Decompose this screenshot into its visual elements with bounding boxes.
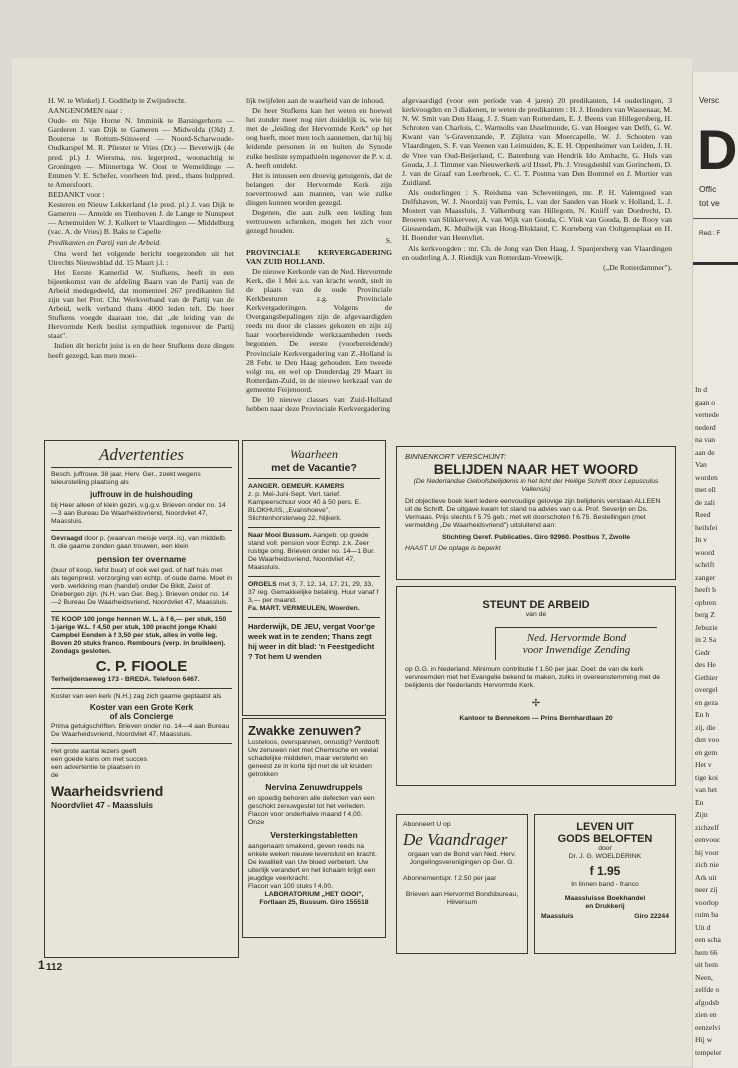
nervina-head: Nervina Zenuwdruppels <box>265 782 363 792</box>
side-line: Ark uit <box>695 872 717 882</box>
ad-divider <box>51 743 232 744</box>
side-line: Neen, <box>695 972 713 982</box>
ad2-intro: door p. (waarvan meisje verpl. is), van middelb. lt. die gaarne zonden gaan trouwen, een klein <box>51 535 227 550</box>
leven-door: door <box>598 845 612 852</box>
side-line: de zali <box>695 497 716 507</box>
side-top-text: Versc <box>699 96 720 105</box>
belijden-title: BELIJDEN NAAR HET WOORD <box>433 461 639 477</box>
side-line: zien en <box>695 1010 717 1019</box>
steunt-body: op G.G. in Nederland. Minimum contributie f 1.50 per jaar. Doel: de van de kerk vervreemden met het Evangelie bekend te maken, zulks in overeenstemming met de belijdenis der Nederlands Hervormde Kerk. <box>405 666 661 689</box>
leven-title-2: GODS BELOFTEN <box>557 833 653 845</box>
side-line: zanger <box>695 572 716 582</box>
bussum-head: Naar Mooi Bussum. <box>248 532 312 539</box>
leven-shop-1: Maassluisse Boekhandel <box>564 895 646 902</box>
col2-h1: PROVINCIALE KERVERGADERING VAN ZUID HOLLAND. <box>246 247 392 266</box>
ad5-name: Waarheidsvriend <box>51 783 164 799</box>
side-line: En <box>695 797 704 807</box>
article-column-2 <box>246 96 392 414</box>
col1-h1: AANGENOMEN naar : <box>48 106 123 116</box>
col1-p6: Indien dit bericht juist is en de heer Stufkens deze dingen heeft gezegd, kan men moei- <box>48 341 234 360</box>
harderwijk-ad: Harderwijk, DE JEU, vergat Voor'ge week wat in te zenden; Thans zegt hij weer in dit blad: 'n Feestgedicht ? Tot hem U wenden <box>248 622 376 661</box>
vaandrager-title: De Vaandrager <box>403 830 508 849</box>
col3-p2: Als ouderlingen : S. Reidsma van Scheveningen, mr. P. H. Valentgoed van Delfshaven, W. J. Noordzij van Pernis, L. van der Sanden van Hoek v. Holland, L. J. Mostert van Maassluis, J. Valkenburg van Hillegom, N. Kniiff van Dordrecht, D. Broeren van Slikkerveer, A. van Wijk van Gouda, C. Vink van Gouda, B. de Rooy van Giessendam, K. Muilwijk van Hoog-Blokland, C. Korteberg van Ooltgensplaat en H. H. Boender van Heenvliet. <box>402 187 672 243</box>
side-line: berg Z <box>695 610 715 619</box>
ad2-body: (buur of koop, liefst buur) of ook wel ged. of half huis met als tegenprest. verzorging van echtp. of oude dame. Moet in verb. werkkring man (handel) onder De Bildt, Zeist of Driebergen zijn. (N.H. van Ger. Beg.). Brieven onder no. 14—2 Bureau De Waarheidsvriend, Noordvliet 47, Maassluis. <box>51 567 232 606</box>
side-line: tige koi <box>695 772 718 782</box>
side-line: tempeler <box>695 1047 722 1057</box>
side-line: heeft h <box>695 585 716 594</box>
steunt-title: STEUNT DE ARBEID <box>482 599 590 611</box>
side-line: voorlop <box>695 897 719 907</box>
bond-box <box>495 627 657 660</box>
col2-p3: Het is intussen een droevig getuigenis, dat de belangen der Hervormde Kerk zijn toevertrouwd aan mannen, van wie zulke dingen kunnen worden gezegd. <box>246 170 392 208</box>
col1-p2: Oude- en Nije Horne N. Imminik te Barsingerhorn — Garderen J. van Dijk te Gameren — Midwolda (Old) J. Bouterse te Rottum-Stitswerd — Noord-Scharwoude-Oudkarspel M. R. Pliester te Vries (Dr.) — Beverwijk (4e pred. pl.) J. Wiersma, res. legerpred., woonachtig te Groningen — Minnertsga W. Oost te Wemeldinge — Emmen V. E. Schefer, voorheen Ind. pred., thans hulppred. te Amersfoort. <box>48 116 234 189</box>
orgels-body: met 3, 7, 12, 14, 17, 21, 29, 33, 37 reg. Gemakkelijke betaling. Huur vanaf f 3,— per maand. <box>248 581 379 604</box>
side-line: Het v <box>695 760 712 769</box>
col2-p5: De nieuwe Kerkorde van de Ned. Hervormde Kerk, die 1 Mei a.s. van kracht wordt, stelt in de plaats van de oude Provinciale Kerkbesturen z.g. Provinciale Kerkvergaderingen. Volgens de Overgangsbepalingen zijn de afgevaardigden reeds nu door de classes gekozen en zijn zij haar voorbereidende werkzaamheden reeds begonnen. De eerste (voorbereidende) Provinciale Kerkvergadering van Z.-Holland is 28 Febr. te Den Haag gehouden. Een tweede volgt nu, en wel op Donderdag 29 Maart in Rotterdam-Zuid, in de nieuwe kerkzaal van de gemeente Feijenoord. <box>246 266 392 394</box>
leven-footer <box>541 913 669 921</box>
col1-p3: Kesteren en Nieuw Lekkerland (1e pred. pl.) J. van Dijk te Gameren — Ameide en Tienhoven J. de Lange te Nunspeet — Arnemuiden W. J. Kolkert te Vlaardingen — Middelburg (vac. A. de Vries) B. Baks te Capelle <box>48 200 234 237</box>
side-line: zelfde o <box>695 985 720 994</box>
side-line: uit hem <box>695 960 718 969</box>
advertenties-box <box>44 440 239 958</box>
belijden-pre: BINNENKORT VERSCHIJNT: <box>405 452 506 461</box>
side-line: zij, die <box>695 722 716 732</box>
leven-title-1: LEVEN UIT <box>576 821 634 833</box>
col1-h3: Predikanten en Partij van de Arbeid. <box>48 238 162 248</box>
orgels-name: Fa. MART. VERMEULEN, Woerden. <box>248 605 360 612</box>
orgels-head: ORGELS <box>248 581 277 588</box>
leven-price: f 1.95 <box>589 864 621 878</box>
side-line: en geza <box>695 697 718 707</box>
leven-city: Maassluis <box>541 913 574 920</box>
lab-name: LABORATORIUM „HET GOOI", <box>264 891 364 898</box>
leven-shop-2: en Drukkerij <box>585 903 625 910</box>
side-line: ruim ba <box>695 910 719 919</box>
ad-divider <box>51 611 232 612</box>
col2-p6: De 10 nieuwe classes van Zuid-Holland hebben naar deze Provinciale Kerkvergadering <box>246 395 392 414</box>
bussum-body: Aangeb. op goede stand voll. pension voor Echtp. z.k. Zeer rustige omg. Brieven onder no. 14—1 Bur. De Waarheidsvriend, Noordvliet 47, Maassluis. <box>248 532 375 571</box>
adjacent-page-edge <box>692 72 738 1068</box>
ad-divider <box>51 530 232 531</box>
ad1-head: juffrouw in de huishouding <box>90 490 193 499</box>
versterking-head: Versterkingstabletten <box>270 830 358 840</box>
side-line: hij voor <box>695 847 719 857</box>
zenuwen-intro: Lusteloos, overspannen, onrustig? Verdooft Uw zenuwen niet met Chemische en veelal schadelijke middelen, maar versterkt en geneest ze in korte tijd met de uit kruiden getrokken <box>248 739 380 778</box>
vaandrager-desc: orgaan van de Bond van Ned. Herv. Jongelingsverenigingen op Ger. G. <box>408 851 516 866</box>
col3-source: („De Rotterdammer"). <box>603 262 672 272</box>
col2-p2: De heer Stufkens kan het weten en hoewel het zonder meer nog niet duidelijk is, wie hij met de „leiding der Hervormde Kerk" op het oog heeft, moet men toch aannemen, dat hij bij leidende personen in en buiten de Synode zulke besliste sympathieën tegenover de P. v. d. A. heeft ontdekt. <box>246 106 392 170</box>
side-line: vernede <box>695 410 720 419</box>
ad3-addr: Terheijdenseweg 173 - BREDA. Telefoon 6467. <box>51 676 200 683</box>
orgels-ad <box>248 581 380 605</box>
col1-p4: Ons werd het volgende bericht toegezonden uit het Utrechts Nieuwsblad dd. 15 Maart j.l. : <box>48 248 234 267</box>
vacantie-w2: met de Vacantie? <box>271 462 357 474</box>
side-red: Red.: F <box>699 230 721 237</box>
steunt-box <box>396 586 676 786</box>
side-line: een scha <box>695 935 721 944</box>
side-line: schrift <box>695 560 715 569</box>
leven-author: Dr. J. G. WOELDERINK <box>568 853 642 860</box>
side-thick-rule <box>693 262 738 265</box>
ad1-body: bij Heer alleen of klein gezin, v.g.g.v. Brieven onder no. 14—3 aan Bureau De Waarheidsvriend, Noordvliet 47, Maassluis. <box>51 502 226 525</box>
side-line: woord <box>695 547 715 557</box>
ad5-text: Het grote aantal lezers geeft een goede kans om met succes een advertentie te plaatsen in de <box>51 748 147 779</box>
flacon-1: Flacon voor onderhalve maand f 4,00. <box>248 811 363 818</box>
ad4-head2: of als Concierge <box>109 712 174 721</box>
flacon-2: Flacon van 100 stuks f 4,00. <box>248 883 334 890</box>
divider <box>248 617 380 618</box>
lab-addr: Fortlaan 25, Bussum. Giro 155518 <box>259 899 369 906</box>
ad1-text: Besch. juffrouw, 38 jaar, Herv. Ger., zoekt wegens teleurstelling plaatsing als <box>51 471 201 486</box>
col2-p4: Degenen, die aan zulk een leiding hun vertrouwen schenken, mogen het zich voor gezegd houden. <box>246 208 392 236</box>
belijden-haast: HAAST U! De oplage is beperkt <box>405 545 501 552</box>
side-line: Gedr <box>695 647 711 657</box>
col1-p5: Het Eerste Kamerlid W. Stufkens, heeft in een bijeenkomst van de afdeling Baarn van de Partij van de Arbeid medegedeeld, dat momenteel 267 predikanten lid zijn van het Prot. Chr. Werkverband van de Partij van de Arbeid, welk verband thans 4000 leden telt. De heer Stufkens voegde daaraan toe, dat „de leiding van de Hervormde Kerk beslist sympathiek tegenover de Partij staat". <box>48 267 234 341</box>
side-line: Uit d <box>695 922 711 932</box>
side-line: zichzelf <box>695 822 720 832</box>
article-column-3 <box>402 96 672 273</box>
side-line: na van <box>695 435 716 444</box>
side-rule <box>693 218 738 219</box>
side-line: Hij w <box>695 1035 713 1044</box>
vaandrager-prijs: Abonnementspr. f 2.50 per jaar <box>403 875 497 882</box>
zenuwen-title: Zwakke zenuwen? <box>248 723 362 738</box>
ad-divider <box>51 688 232 689</box>
ad4-body: Prima getuigschriften. Brieven onder no. 14—4 aan Bureau De Waarheidsvriend, Noordvliet 47, Maassluis. <box>51 723 230 738</box>
leven-box <box>534 814 676 954</box>
side-big-letter: D <box>697 118 738 181</box>
belijden-body: Dit objectieve boek leert iedere eenvoudige gelovige zijn belijdenis verstaan ALLEEN uit de Schrift. De uitgave kwam tot stand na advies van o.a. Prof. Severijn en Ds. Vermaas. Prijs slechts f 5.75 geb.; met wit doorschoten f 6.75. Bestellingen (met vermelding „De Waarheidsvriend") uitsluitend aan: <box>405 498 661 529</box>
ad2-lead: Gevraagd <box>51 535 83 542</box>
side-line: opbren <box>695 597 717 607</box>
bond-line-2: voor Inwendige Zending <box>522 644 631 656</box>
vacantie-box <box>242 440 386 716</box>
leven-giro: Giro 22244 <box>634 913 669 920</box>
ad5-addr: Noordvliet 47 - Maassluis <box>51 800 154 810</box>
col3-p1: afgevaardigd (voor een periode van 4 jaren) 20 predikanten, 14 ouderlingen, 3 kerkvoogden en 3 diakenen, te weten de predikanten : H. J. Honders van Wassenaar, M. N. W. Smit van Den Haag, J. J. Stam van Rotterdam, E. J. Beens van Hillegersberg, H. Schroten van Charlois, C. Warmolts van IJsselmonde, G. van Hoegee van Delft, G. W. Kwant van 's-Gravenzande, P. Zijlstra van Moercapelle, W. J. Schouten van Vlaardingen, S. F. van Veenen van Leimuiden, K. E. H. Oppenheimer van Leiden, J. H. de Vree van Oud-Beijerland, C. Batenburg van Hendrik Ido Ambacht, G. Huls van Gouda, J. J. Timmer van Nieuwerkerk a/d IJssel, Ph. J. Vreugdenhil van Gorinchem, D. J. van de Graaf van Leerbroek, C. C. T. Postma van Den Bommel en J. Mortier van Zuidland. <box>402 96 672 187</box>
advertenties-title: Advertenties <box>51 445 232 468</box>
steunt-vande: van de <box>525 611 547 618</box>
col1-p1: H. W. te Winkel) J. Godthelp te Zwijndrecht. <box>48 96 187 105</box>
side-totve: tot ve <box>699 198 720 208</box>
side-line: gaan o <box>695 397 716 407</box>
side-line: afgodsb <box>695 997 720 1007</box>
side-line: aan de <box>695 447 715 457</box>
bussum-ad <box>248 532 380 572</box>
side-line: den voo <box>695 735 720 744</box>
side-line: des He <box>695 660 716 669</box>
cross-icon: ✢ <box>531 698 541 709</box>
aanger-body: z. p. Mei-Juni-Sept. Verl. tarief. Kampeerschuur voor 40 à 50 pers. E. BLOKHUIS, „Evanshoeve", Slichtenhorsterweg 22, Nijkerk. <box>248 491 361 522</box>
belijden-sub: (De Nederlandse Geloofsbelijdenis in het licht der Heilige Schrift door Lepusculus Vallensis) <box>413 478 659 493</box>
belijden-box <box>396 446 676 580</box>
zenuwen-box <box>242 718 386 938</box>
side-line: nederd <box>695 422 716 432</box>
side-line: Van <box>695 460 707 469</box>
side-offic: Offic <box>699 184 717 194</box>
ad2-text <box>51 535 232 551</box>
side-line: eenvouc <box>695 835 721 844</box>
side-line: neer zij <box>695 885 718 894</box>
side-line: In d <box>695 385 708 394</box>
side-line: In v <box>695 535 708 544</box>
side-line: Jebuzie <box>695 622 718 632</box>
ad2-head: pension ter overname <box>96 554 187 564</box>
side-line: met ell <box>695 485 716 494</box>
vaandrager-abonneert: Abonneert U op <box>403 821 451 828</box>
onze: Onze <box>248 819 265 826</box>
side-line: Reed <box>695 510 711 519</box>
side-line: En h <box>695 710 710 719</box>
versterking-body: aangenaam smakend, geven reeds na enkele weken nieuwe levenslust en kracht. De kwaliteit van Uw bloed verbetert. Uw uiterlijk verandert en het lichaam krijgt een jeugdige veerkracht. <box>248 843 377 882</box>
page-number: 112 <box>46 962 63 973</box>
ad4-head: Koster van een Grote Kerk <box>89 703 194 712</box>
side-line: hem 66 <box>695 947 718 957</box>
col1-h2: BEDANKT voor : <box>48 189 105 199</box>
col2-signature: S. <box>385 236 392 246</box>
side-line: worden <box>695 472 718 482</box>
side-line: overgel <box>695 685 718 694</box>
vaandrager-brieven: Brieven aan Hervormd Bondsbureau, Hilversum <box>405 891 519 906</box>
ad4-text: Koster van een kerk (N.H.) zag zich gaarne geplaatst als <box>51 693 222 700</box>
steunt-kantoor: Kantoor te Bennekom — Prins Bernhardlaan 20 <box>459 715 613 722</box>
bond-line-1: Ned. Hervormde Bond <box>526 632 627 644</box>
col3-p3: Als kerkvoogden : mr. Ch. de Jong van Den Haag, J. Spanjersberg van Vlaardingen en ouderling A. J. Rietdijk van Rotterdam-Vreewijk. <box>402 243 672 262</box>
vaandrager-box <box>396 814 528 954</box>
side-line: en gem <box>695 747 718 757</box>
vacantie-w1: Waarheen <box>290 447 338 461</box>
ad3-body: TE KOOP 100 jonge hennen W. L. à f 6,— per stuk, 150 1-jarige W.L. f 4,50 per stuk, 100 pracht jonge Khaki Campbel Eenden à f 3,50 per stuk, alles in volle leg. Boven 20 stuks franco. Rembours (verp. in bruikleen). Zondags gesloten. <box>51 616 227 655</box>
side-line: zich nie <box>695 860 719 869</box>
side-line: heilsfei <box>695 522 718 532</box>
aanger-head: AANGER. GEMEUR. KAMERS <box>248 483 345 490</box>
side-line: van het <box>695 785 718 794</box>
divider <box>248 576 380 577</box>
col2-p1: lijk twijfelen aan de waarheid van de inhoud. <box>246 96 385 105</box>
side-line: Gethier <box>695 672 718 682</box>
divider <box>248 478 380 479</box>
divider <box>248 527 380 528</box>
nervina-body: en spoedig behoren alle defecten van een geschokt zenuwgestel tot het verleden. <box>248 795 375 810</box>
belijden-stichting: Stichting Geref. Publicaties. Giro 92960. Postbus 7, Zwolle <box>441 534 631 541</box>
leven-linnen: In linnen band - franco <box>571 881 639 888</box>
margin-number: 1 <box>38 958 45 972</box>
article-column-1 <box>48 96 234 361</box>
side-line: eenzelvi <box>695 1022 721 1032</box>
side-line: in 2 Sa <box>695 635 717 644</box>
ad3-name: C. P. FIOOLE <box>95 658 188 675</box>
side-line: Zijn <box>695 810 708 819</box>
